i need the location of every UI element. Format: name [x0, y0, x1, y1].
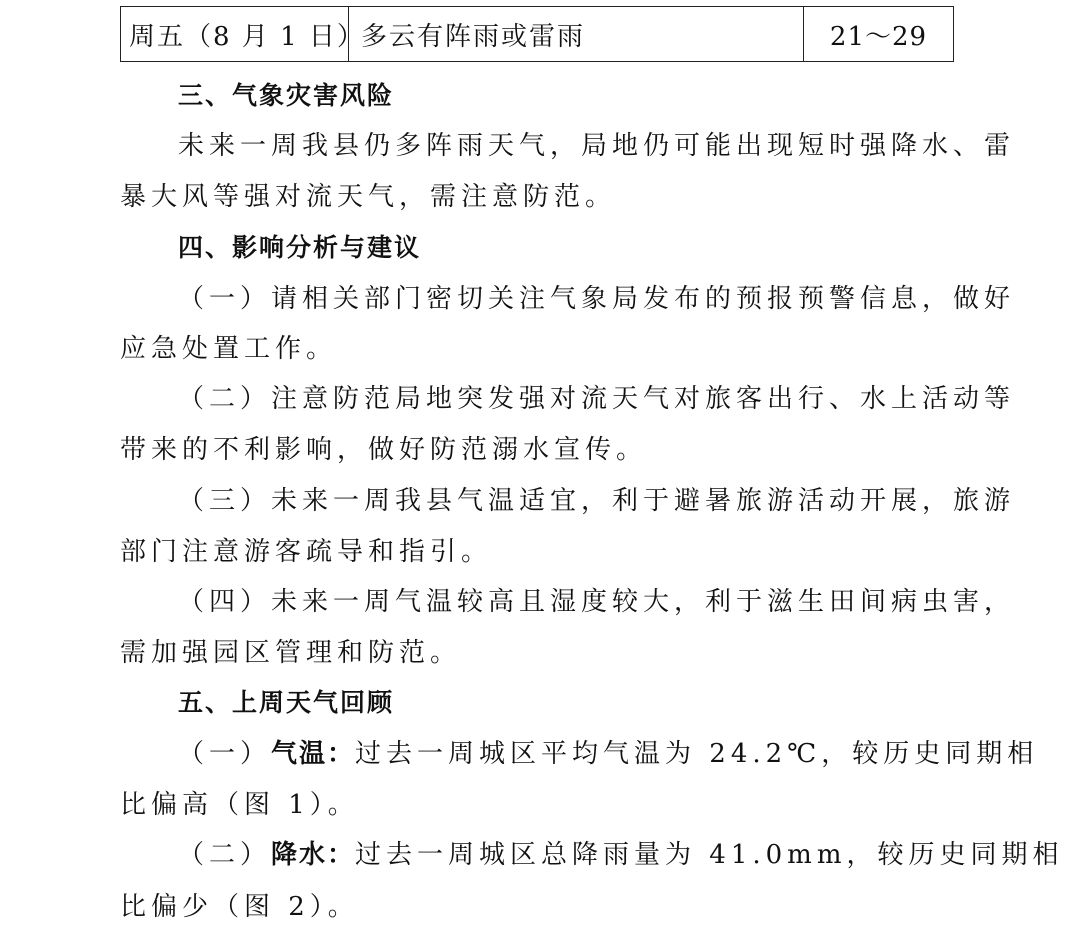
forecast-table-row [120, 6, 954, 62]
section4-item3-line1: （三）未来一周我县气温适宜，利于避暑旅游活动开展，旅游 [178, 486, 1016, 516]
section4-item2-line1: （二）注意防范局地突发强对流天气对旅客出行、水上活动等 [178, 384, 1016, 414]
section4-heading: 四、影响分析与建议 [178, 233, 422, 262]
section5-temperature-prefix: （一） [178, 739, 272, 769]
section4-item4-line2: 需加强园区管理和防范。 [120, 638, 462, 668]
section5-rain-line2: 比偏少（图 2）。 [120, 892, 359, 922]
section3-text-line2: 暴大风等强对流天气，需注意防范。 [120, 182, 617, 212]
section4-item4-line1: （四）未来一周气温较高且湿度较大，利于滋生田间病虫害， [178, 587, 1016, 617]
section4-item1-line2: 应急处置工作。 [120, 334, 338, 364]
table-cell-day: 周五（8 月 1 日） [121, 7, 349, 61]
section5-rain-line1 [178, 839, 1064, 871]
section4-item3-line2: 部门注意游客疏导和指引。 [120, 537, 493, 567]
section4-item1-line1: （一）请相关部门密切关注气象局发布的预报预警信息，做好 [178, 284, 1016, 314]
table-cell-weather: 多云有阵雨或雷雨 [349, 7, 804, 61]
section5-rain-prefix: （二） [178, 840, 272, 870]
section5-heading: 五、上周天气回顾 [178, 688, 395, 717]
section5-rain-text: 过去一周城区总降雨量为 41.0mm，较历史同期相 [355, 840, 1064, 870]
section4-item2-line2: 带来的不利影响，做好防范溺水宣传。 [120, 435, 648, 465]
section5-temperature-text: 过去一周城区平均气温为 24.2℃，较历史同期相 [355, 739, 1039, 769]
section5-rain-label: 降水： [271, 840, 356, 870]
section5-temperature-label: 气温： [271, 739, 356, 769]
section3-text-line1: 未来一周我县仍多阵雨天气，局地仍可能出现短时强降水、雷 [178, 131, 1016, 161]
table-cell-temperature: 21～29 [829, 21, 928, 52]
section5-temperature-line2: 比偏高（图 1）。 [120, 790, 359, 820]
section3-heading: 三、气象灾害风险 [178, 81, 395, 110]
section5-temperature-line1 [178, 738, 1039, 770]
